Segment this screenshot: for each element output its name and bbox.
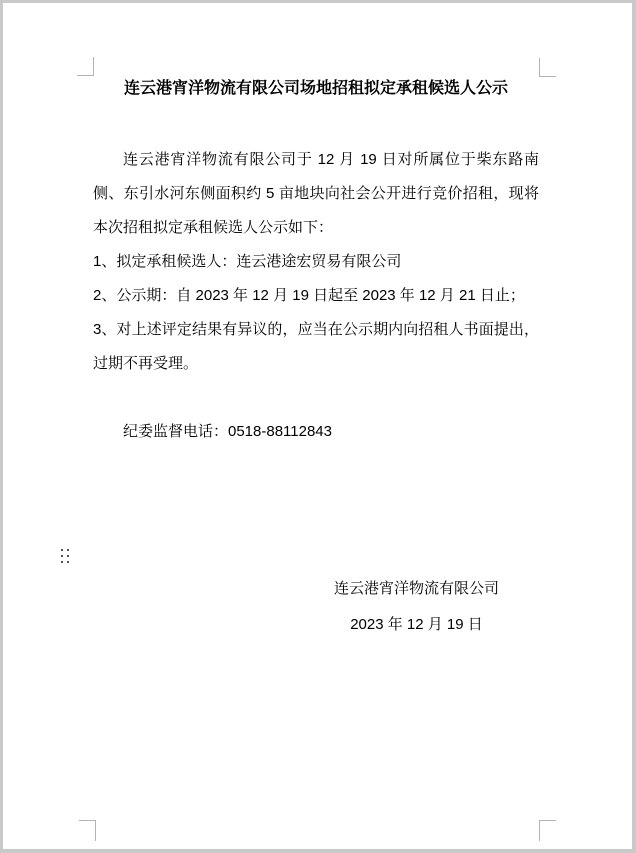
drag-handle-icon[interactable] bbox=[61, 549, 69, 563]
paragraph-item-3: 3、对上述评定结果有异议的，应当在公示期内向招租人书面提出，过期不再受理。 bbox=[93, 321, 539, 372]
margin-crop-mark-top-right bbox=[539, 58, 556, 77]
paragraph-intro: 连云港宵洋物流有限公司于 12 月 19 日对所属位于柴东路南侧、东引水河东侧面积约 5 亩地块向社会公开进行竞价招租，现将本次招租拟定承租候选人公示如下： bbox=[93, 151, 539, 236]
margin-crop-mark-bottom-right bbox=[539, 820, 556, 841]
signature-inner bbox=[334, 578, 499, 636]
document-body bbox=[93, 143, 539, 381]
paragraph-item-1: 1、拟定承租候选人：连云港途宏贸易有限公司 bbox=[93, 253, 402, 270]
margin-crop-mark-top-left bbox=[77, 57, 94, 76]
signature-date: 2023 年 12 月 19 日 bbox=[350, 616, 483, 633]
margin-crop-mark-bottom-left bbox=[79, 820, 96, 841]
signature-block bbox=[93, 578, 539, 636]
paragraph-item-2: 2、公示期：自 2023 年 12 月 19 日起至 2023 年 12 月 21 日止； bbox=[93, 287, 525, 304]
signature-company: 连云港宵洋物流有限公司 bbox=[333, 580, 499, 597]
supervision-phone-line: 纪委监督电话：0518-88112843 bbox=[123, 423, 332, 440]
document-title: 连云港宵洋物流有限公司场地招租拟定承租候选人公示 bbox=[123, 80, 508, 97]
